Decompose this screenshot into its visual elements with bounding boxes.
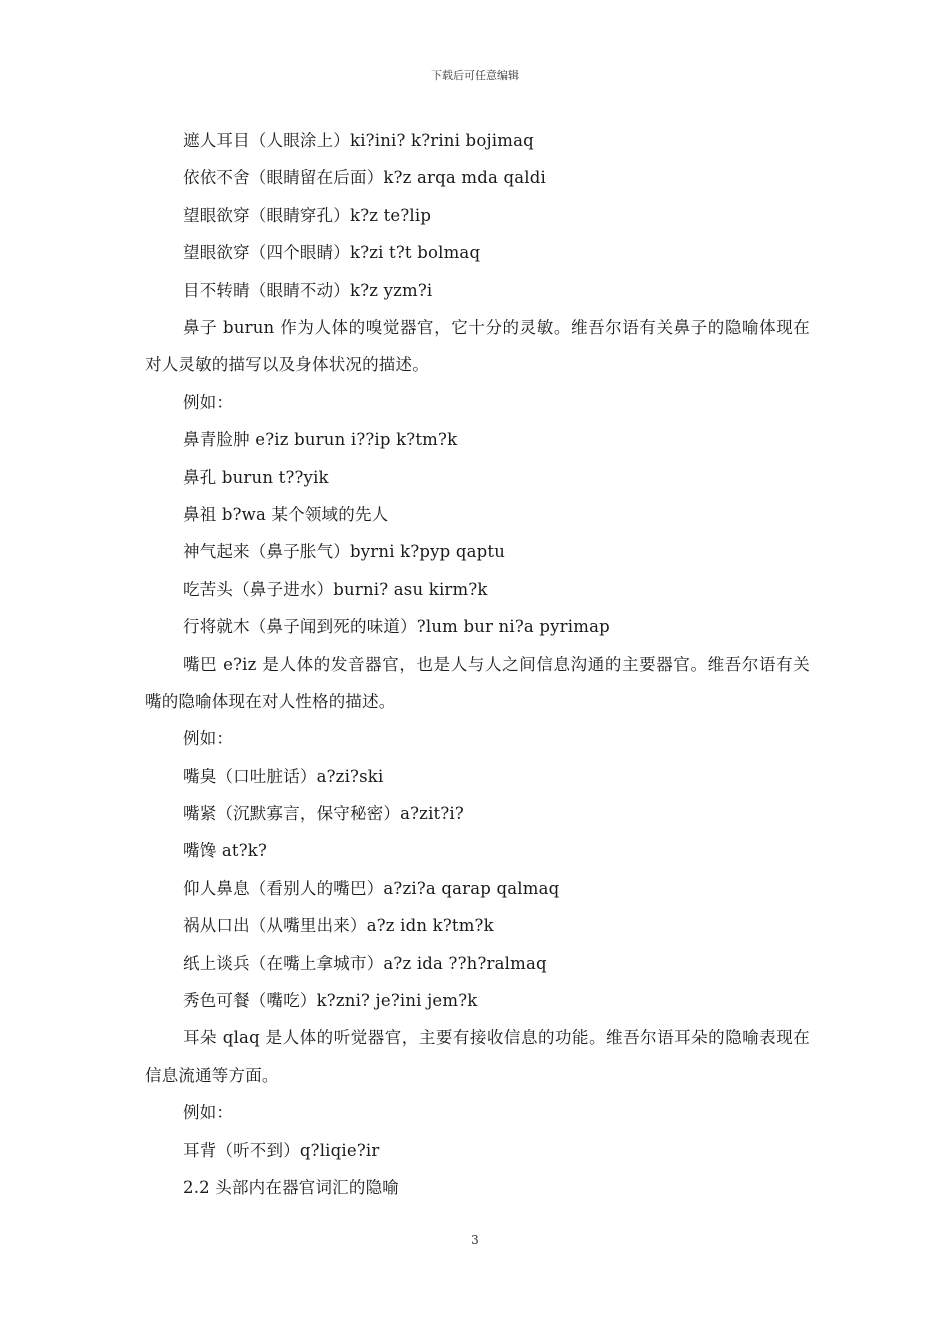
text-line: 耳背（听不到）q?liqie?ir xyxy=(183,1140,380,1160)
document-body xyxy=(145,122,810,1206)
text-line: 仰人鼻息（看别人的嘴巴）a?zi?a qarap qalmaq xyxy=(183,878,560,898)
text-line: 嘴臭（口吐脏话）a?zi?ski xyxy=(183,766,384,786)
page-number: 3 xyxy=(471,1233,479,1247)
text-line: 例如： xyxy=(183,392,234,412)
paragraph: 嘴巴 e?iz 是人体的发音器官，也是人与人之间信息沟通的主要器官。维吾尔语有关嘴的隐喻体现在对人性格的描述。 xyxy=(145,654,810,711)
page-header: 下载后可任意编辑 xyxy=(431,69,519,82)
text-line: 遮人耳目（人眼涂上）ki?ini? k?rini bojimaq xyxy=(183,131,534,150)
text-line: 目不转睛（眼睛不动）k?z yzm?i xyxy=(183,280,433,300)
text-line: 望眼欲穿（眼睛穿孔）k?z te?lip xyxy=(183,205,432,225)
text-line: 嘴紧（沉默寡言，保守秘密）a?zit?i? xyxy=(183,804,464,824)
text-line: 行将就木（鼻子闻到死的味道）?lum bur ni?a pyrimap xyxy=(183,617,610,637)
paragraph: 耳朵 qlaq 是人体的听觉器官，主要有接收信息的功能。维吾尔语耳朵的隐喻表现在信息流通等方面。 xyxy=(145,1028,810,1085)
text-line: 纸上谈兵（在嘴上拿城市）a?z ida ??h?ralmaq xyxy=(183,953,547,973)
text-line: 例如： xyxy=(183,1103,234,1123)
paragraph: 鼻子 burun 作为人体的嗅觉器官，它十分的灵敏。维吾尔语有关鼻子的隐喻体现在对人灵敏的描写以及身体状况的描述。 xyxy=(145,317,810,375)
text-line: 神气起来（鼻子胀气）byrni k?pyp qaptu xyxy=(183,542,506,562)
text-line: 望眼欲穿（四个眼睛）k?zi t?t bolmaq xyxy=(183,243,481,263)
text-line: 鼻孔 burun t??yik xyxy=(183,467,329,487)
text-line: 鼻青脸肿 e?iz burun i??ip k?tm?k xyxy=(183,430,458,450)
text-line: 祸从口出（从嘴里出来）a?z idn k?tm?k xyxy=(183,916,494,936)
text-line: 吃苦头（鼻子进水）burni? asu kirm?k xyxy=(183,579,488,599)
text-line: 2.2 头部内在器官词汇的隐喻 xyxy=(183,1178,399,1198)
text-line: 依依不舍（眼睛留在后面）k?z arqa mda qaldi xyxy=(183,168,546,188)
text-line: 秀色可餐（嘴吃）k?zni? je?ini jem?k xyxy=(183,991,478,1011)
text-line: 嘴馋 at?k? xyxy=(183,841,268,861)
text-line: 例如： xyxy=(183,729,234,749)
text-line: 鼻祖 b?wa 某个领域的先人 xyxy=(183,504,389,524)
